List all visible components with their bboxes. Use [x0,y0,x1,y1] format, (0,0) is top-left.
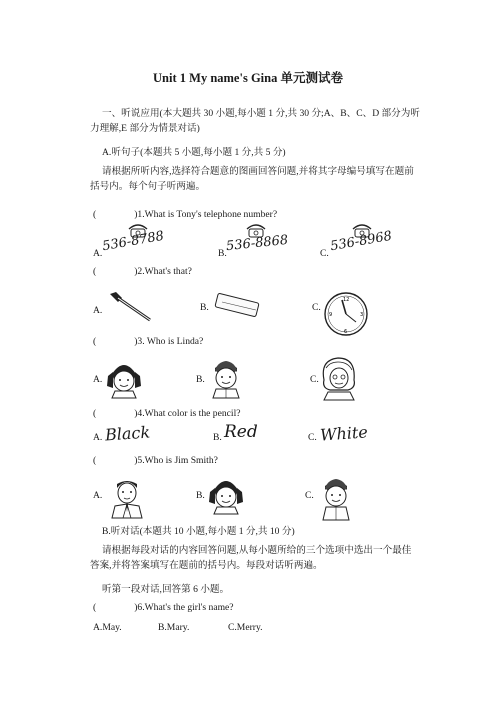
q4-option-c[interactable]: C. [308,432,317,443]
q1-option-c[interactable]: C. [320,248,329,259]
q3-option-c[interactable]: C. [310,374,319,385]
question-3 [93,336,203,347]
boy-icon [206,356,246,398]
color-word-b: Red [224,422,258,442]
question-2 [93,266,192,277]
q5-option-b[interactable]: B. [196,490,205,501]
q3-option-b[interactable]: B. [196,374,205,385]
phone-number-a: 536-8788 [101,228,166,255]
question-6 [93,602,234,613]
man-suit-icon [106,474,148,518]
q2-option-c[interactable]: C. [312,302,321,313]
q6-option-a[interactable]: A.May. [93,622,122,633]
answer-paren-open[interactable]: ( [93,209,97,220]
svg-text:6: 6 [344,329,348,335]
question-5 [93,455,218,466]
svg-text:9: 9 [329,312,333,318]
svg-text:3: 3 [360,312,364,318]
q6-option-b[interactable]: B.Mary. [158,622,190,633]
answer-paren-open[interactable]: ( [93,336,97,347]
color-word-c: White [319,422,369,445]
woman-icon [318,354,360,400]
question-text: )3. Who is Linda? [134,336,204,347]
pencil-box-icon [212,292,262,320]
q2-option-a[interactable]: A. [93,305,103,316]
answer-paren-open[interactable]: ( [93,455,97,466]
question-4 [93,408,241,419]
question-text: )5.Who is Jim Smith? [134,455,218,466]
q1-option-b[interactable]: B. [218,248,227,259]
part1-heading: 一、听说应用(本大题共 30 小题,每小题 1 分,共 30 分;A、B、C、D 部分为听力理解,E 部分为情景对话) [90,108,420,134]
section-a-instructions: 请根据所听内容,选择符合题意的图画回答问题,并将其字母编号填写在题前括号内。每个句子听两遍。 [90,166,414,192]
section-b-heading: B.听对话(本题共 10 小题,每小题 1 分,共 10 分) [102,526,295,537]
question-text: )1.What is Tony's telephone number? [134,209,278,220]
phone-number-c: 536-8968 [329,228,394,255]
dialog-1-note: 听第一段对话,回答第 6 小题。 [102,584,230,595]
phone-number-b: 536-8868 [225,232,289,255]
page-title: Unit 1 My name's Gina 单元测试卷 [153,71,343,85]
pen-icon [108,290,154,324]
question-text: )2.What's that? [134,266,192,277]
q4-option-a[interactable]: A. [93,432,103,443]
svg-text:12: 12 [343,297,350,303]
section-b-instructions: 请根据每段对话的内容回答问题,从每小题所给的三个选项中选出一个最佳答案,并将答案填写在题前的括号内。每段对话听两遍。 [90,545,412,571]
q6-option-c[interactable]: C.Merry. [228,622,263,633]
q4-option-b[interactable]: B. [213,432,222,443]
q1-option-a[interactable]: A. [93,248,103,259]
boy-icon [316,474,356,520]
q2-option-b[interactable]: B. [200,302,209,313]
q3-option-a[interactable]: A. [93,374,103,385]
question-1 [93,209,277,220]
girl-pigtails-icon [206,474,246,514]
girl-pigtails-icon [104,358,144,398]
question-text: )6.What's the girl's name? [134,602,234,613]
answer-paren-open[interactable]: ( [93,408,97,419]
answer-paren-open[interactable]: ( [93,602,97,613]
q5-option-c[interactable]: C. [305,490,314,501]
q5-option-a[interactable]: A. [93,490,103,501]
question-text: )4.What color is the pencil? [134,408,241,419]
color-word-a: Black [104,422,151,445]
clock-icon [322,290,370,338]
answer-paren-open[interactable]: ( [93,266,97,277]
section-a-heading: A.听句子(本题共 5 小题,每小题 1 分,共 5 分) [102,147,286,158]
